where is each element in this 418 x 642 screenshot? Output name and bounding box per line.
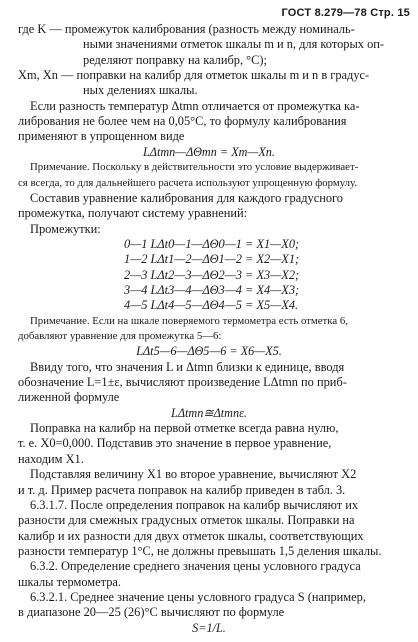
system-equation-1-2: 1—2 LΔt1—2—ΔΘ1—2 = X2—X1; [124, 252, 300, 267]
paragraph-6-line-2: разности для смежных градусных отметок шкалы. Поправки на [18, 513, 355, 528]
note-1-line-1: Примечание. Поскольку в действительности это условие выдерживает- [30, 161, 359, 174]
note-1-line-2: ся всегда, то для дальнейшего расчета используют упрощенную формулу. [18, 176, 358, 189]
paragraph-1-line-2: либрования не более чем на 0,05°С, то формулу калибрования [18, 114, 347, 129]
system-equation-2-3: 2—3 LΔt2—3—ΔΘ2—3 = X3—X2; [124, 267, 300, 282]
paragraph-2-line-3: Промежутки: [30, 221, 101, 236]
paragraph-5-line-1: Подставляя величину X1 во второе уравнение, вычисляют X2 [30, 467, 357, 482]
definition-x-line-2: ных делениях шкалы. [83, 83, 198, 98]
system-equation-3-4: 3—4 LΔt3—4—ΔΘ3—4 = X4—X3; [124, 282, 300, 297]
definition-x-line-1: Xm, Xn — поправки на калибр для отметок шкалы m и n в градус- [18, 68, 370, 82]
paragraph-8-line-1: 6.3.2.1. Среднее значение цены условного градуса S (например, [30, 589, 366, 604]
paragraph-5-line-2: и т. д. Пример расчета поправок на калибр приведен в табл. 3. [18, 482, 346, 497]
paragraph-3-line-1: Ввиду того, что значения L и Δtmn близки к единице, вводя [30, 359, 345, 374]
definition-k-line-1: где K — промежуток калибрования (разность между номиналь- [18, 22, 355, 36]
definition-k-line-3: ределяют поправку на калибр, °С); [83, 52, 267, 67]
equation-mean-degree-value: S=1/L. [192, 620, 226, 635]
paragraph-6-line-1: 6.3.1.7. После определения поправок на калибр вычисляют их [30, 497, 359, 512]
paragraph-6-line-4: разности температур 1°С, не должны превышать 1,5 деления шкалы. [18, 543, 382, 558]
note-2-line-1: Примечание. Если на шкале поверяемого термометра есть отметка 6, [30, 314, 348, 327]
paragraph-4-line-3: находим X1. [18, 451, 84, 466]
paragraph-7-line-2: шкалы термометра. [18, 574, 122, 589]
definition-k-line-2: ными значениями отметок шкалы m и n, для которых оп- [83, 37, 385, 52]
system-equation-0-1: 0—1 LΔt0—1—ΔΘ0—1 = X1—X0; [124, 236, 300, 251]
page-header: ГОСТ 8.279—78 Стр. 15 [281, 7, 410, 19]
paragraph-1-line-3: применяют в упрощенном виде [18, 129, 185, 144]
paragraph-8-line-2: в диапазоне 20—25 (26)°С вычисляют по формуле [18, 605, 285, 620]
paragraph-4-line-1: Поправка на калибр на первой отметке всегда равна нулю, [30, 421, 339, 436]
paragraph-1-line-1: Если разность температур Δtmn отличается от промежутка ка- [30, 98, 360, 113]
paragraph-4-line-2: т. е. X0=0,000. Подставив это значение в первое уравнение, [18, 436, 332, 451]
paragraph-6-line-3: калибр и их разности для двух отметок шкалы, соответствующих [18, 528, 364, 543]
paragraph-3-line-3: лиженной формуле [18, 390, 120, 405]
equation-interval-5-6: LΔt5—6—ΔΘ5—6 = X6—X5. [136, 344, 282, 359]
equation-calibration: LΔtmn—ΔΘmn = Xm—Xn. [142, 144, 275, 159]
paragraph-7-line-1: 6.3.2. Определение среднего значения цены условного градуса [30, 559, 361, 574]
paragraph-3-line-2: обозначение L=1±ε, вычисляют произведение LΔtmn по приб- [18, 375, 347, 390]
equation-approximation: LΔtmn≅Δtmnε. [171, 405, 247, 420]
paragraph-2-line-2: промежутка, получают систему уравнений: [18, 206, 248, 221]
paragraph-2-line-1: Составив уравнение калибрования для каждого градусного [30, 190, 344, 205]
system-equation-4-5: 4—5 LΔt4—5—ΔΘ4—5 = X5—X4. [124, 298, 299, 313]
note-2-line-2: добавляют уравнение для промежутка 5—6: [18, 330, 222, 342]
